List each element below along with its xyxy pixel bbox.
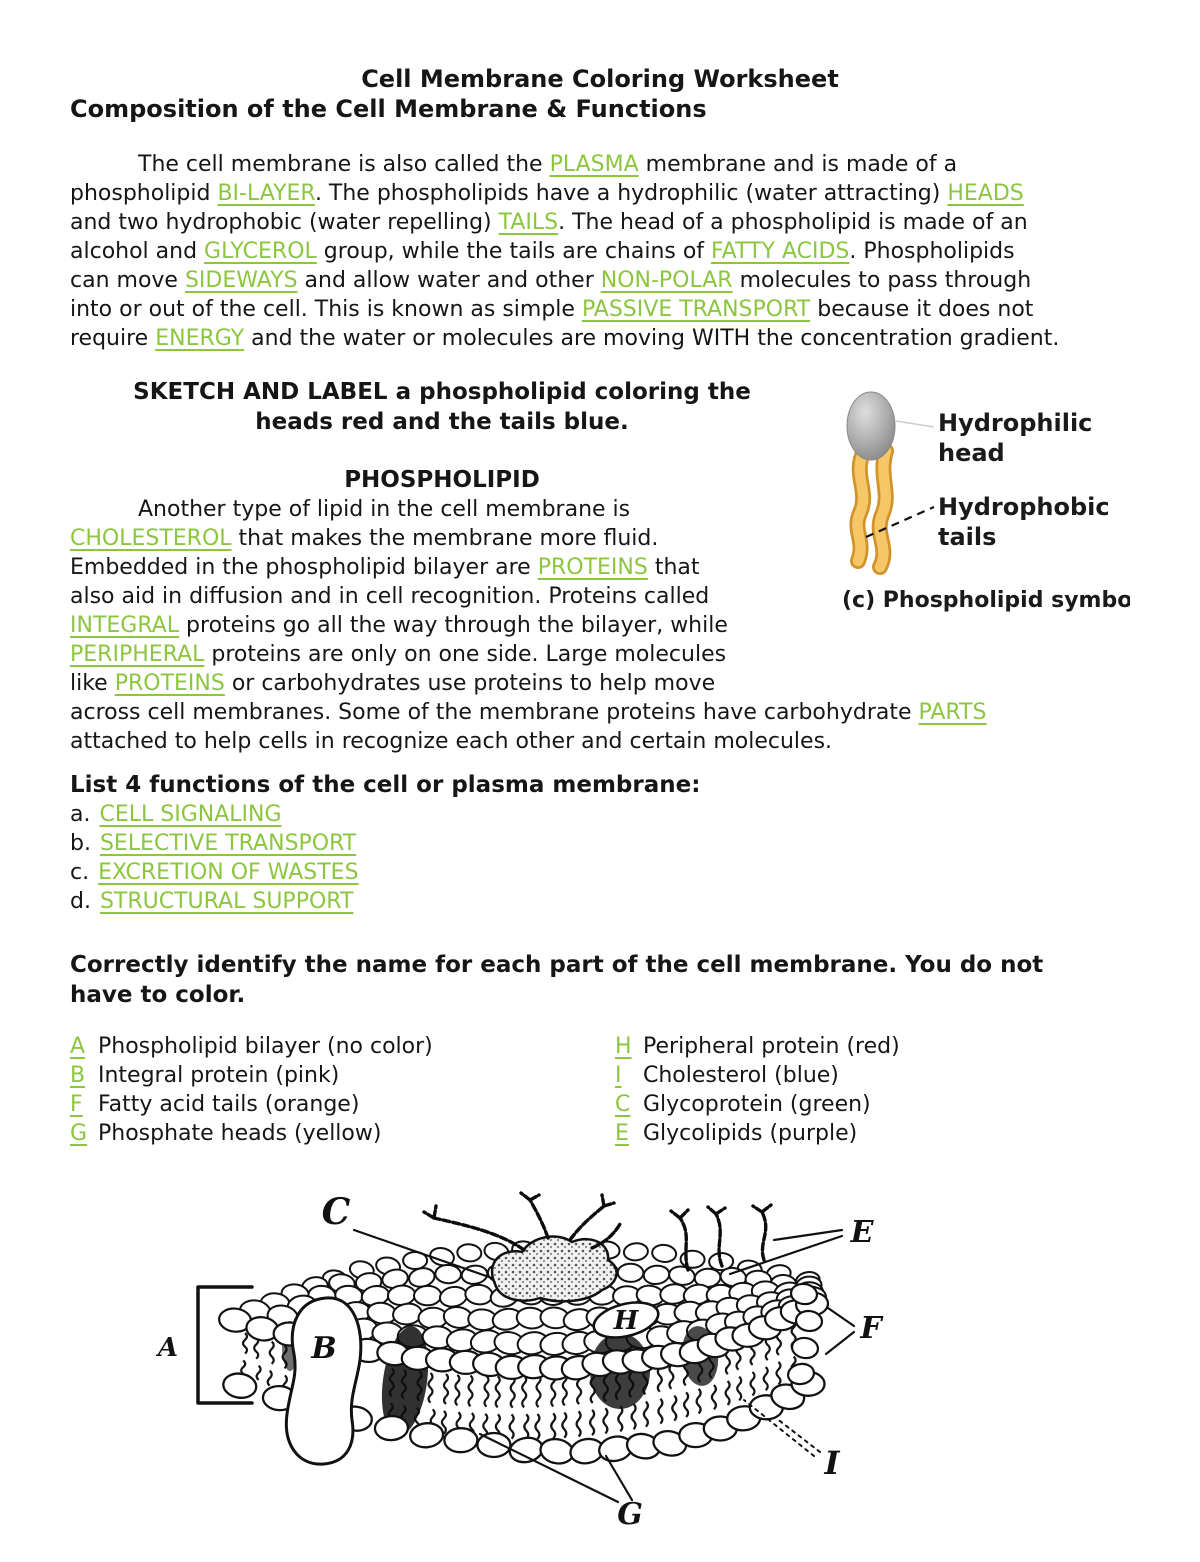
- text-segment: and allow water and other: [297, 268, 601, 293]
- text-segment: attached to help cells in recognize each other and certain molecules.: [70, 729, 833, 754]
- identify-label: Glycoprotein (green): [643, 1092, 871, 1117]
- text-segment: because it does not: [810, 297, 1034, 322]
- answer-text: SIDEWAYS: [184, 268, 298, 293]
- phospholipid-symbol-image: [828, 379, 1130, 631]
- diagram-label-a: A: [157, 1333, 179, 1363]
- text-segment: Another type of lipid in the cell membrane is: [138, 497, 631, 522]
- tail-fill-right: [880, 451, 886, 567]
- hydrophilic-head-label-line1: Hydrophilic: [938, 409, 1093, 437]
- text-segment: molecules to pass through: [732, 268, 1032, 293]
- identify-column-right: [615, 1032, 1130, 1148]
- membrane-diagram-figure: [140, 1186, 1130, 1562]
- lipid-tail: [658, 1399, 662, 1424]
- phosphate-head: [618, 1263, 644, 1282]
- identify-row: [70, 1061, 615, 1090]
- lipid-tail: [618, 1406, 622, 1431]
- text-segment: membrane and is made of a: [638, 152, 958, 177]
- phosphate-head: [680, 1251, 704, 1268]
- text-segment: that: [647, 555, 700, 580]
- answer-text: ENERGY: [155, 326, 245, 351]
- lipid-tail: [551, 1413, 555, 1438]
- text-segment: and the water or molecules are moving WITH the concentration gradient.: [244, 326, 1060, 351]
- lipid-tail: [672, 1396, 676, 1421]
- answer-text: STRUCTURAL SUPPORT: [99, 889, 354, 914]
- text-segment: across cell membranes. Some of the membrane proteins have carbohydrate: [70, 700, 919, 725]
- diagram-label-e: E: [850, 1215, 874, 1250]
- function-item: [70, 800, 1130, 829]
- lipid-tail: [455, 1375, 459, 1405]
- answer-text: SELECTIVE TRANSPORT: [99, 831, 357, 856]
- item-prefix: d.: [70, 889, 91, 914]
- phospholipid-section: [70, 377, 1130, 756]
- answer-letter: E: [615, 1121, 629, 1146]
- fatty-acid-leader-lines: [826, 1308, 854, 1354]
- text-segment: also aid in diffusion and in cell recognition. Proteins called: [70, 584, 710, 609]
- function-item: [70, 858, 1130, 887]
- diagram-label-h: H: [613, 1306, 639, 1336]
- answer-text: BI-LAYER: [217, 181, 315, 206]
- text-segment: proteins go all the way through the bilayer, while: [179, 613, 728, 638]
- lipid-tail: [577, 1411, 581, 1436]
- item-prefix: c.: [70, 860, 90, 885]
- lipid-tail: [777, 1362, 781, 1385]
- answer-text: CHOLESTEROL: [70, 526, 232, 551]
- lipid-tail: [537, 1375, 541, 1407]
- identify-row: [70, 1090, 615, 1119]
- lipid-tail: [510, 1414, 514, 1438]
- function-item: [70, 887, 1130, 916]
- phosphate-head: [643, 1264, 670, 1285]
- phosphate-head: [438, 1285, 468, 1309]
- answer-letter: G: [70, 1121, 88, 1146]
- lipid-tail: [632, 1404, 636, 1429]
- identify-label: Cholesterol (blue): [643, 1063, 839, 1088]
- phosphate-head: [392, 1302, 423, 1326]
- lipid-tail: [268, 1371, 272, 1386]
- answer-text: PERIPHERAL: [70, 642, 205, 667]
- lipid-tail: [524, 1414, 528, 1439]
- functions-heading: List 4 functions of the cell or plasma membrane:: [70, 772, 701, 798]
- head-leader-line: [896, 421, 934, 427]
- phosphate-head: [791, 1336, 820, 1359]
- phosphate-head: [651, 1244, 677, 1263]
- text-segment: . The head of a phospholipid is made of an: [558, 210, 1028, 235]
- lipid-tail: [496, 1376, 500, 1407]
- hydrophobic-tails-label-line2: tails: [938, 523, 997, 551]
- lipid-tail: [603, 1408, 607, 1433]
- identify-row: [615, 1119, 1130, 1148]
- text-segment: proteins are only on one side. Large molecules: [204, 642, 727, 667]
- page-title: Cell Membrane Coloring Worksheet: [361, 65, 839, 93]
- text-segment: require: [70, 326, 156, 351]
- text-segment: like: [70, 671, 115, 696]
- answer-letter: B: [70, 1063, 86, 1088]
- lipid-tail: [737, 1377, 741, 1401]
- diagram-label-b: B: [311, 1331, 337, 1366]
- text-segment: Embedded in the phospholipid bilayer are: [70, 555, 538, 580]
- text-segment: . Phospholipids: [849, 239, 1015, 264]
- answer-text: FATTY ACIDS: [711, 239, 850, 264]
- answer-text: PARTS: [918, 700, 987, 725]
- diagram-label-i: I: [824, 1444, 840, 1482]
- membrane-diagram: [140, 1186, 900, 1554]
- lipid-tail: [562, 1413, 566, 1438]
- answer-text: INTEGRAL: [70, 613, 180, 638]
- text-segment: into or out of the cell. This is known as simple: [70, 297, 582, 322]
- phosphate-head: [435, 1264, 462, 1284]
- hydrophobic-tails-drawing: [857, 451, 886, 567]
- identify-heading: Correctly identify the name for each part of the cell membrane. You do not have to color.: [70, 952, 1044, 1008]
- answer-letter: C: [615, 1092, 631, 1117]
- answer-text: HEADS: [947, 181, 1024, 206]
- functions-list: [70, 800, 1130, 916]
- hydrophilic-head-drawing: [847, 392, 895, 460]
- figure-caption: (c) Phospholipid symbol: [842, 588, 1130, 613]
- diagram-label-g: G: [617, 1497, 643, 1532]
- answer-text: CELL SIGNALING: [99, 802, 282, 827]
- phosphate-head: [623, 1242, 649, 1261]
- lipid-tail: [511, 1376, 515, 1408]
- text-segment: and two hydrophobic (water repelling): [70, 210, 499, 235]
- glycolipid-chains: [671, 1205, 771, 1270]
- hydrophilic-head-label-line2: head: [938, 439, 1005, 467]
- lipid-tail: [243, 1333, 247, 1353]
- phosphate-head: [795, 1310, 823, 1332]
- phospholipid-symbol-figure: [828, 379, 1130, 639]
- answer-letter: I: [615, 1063, 622, 1088]
- item-prefix: b.: [70, 831, 91, 856]
- identify-list: [70, 1032, 1130, 1148]
- page-subtitle: Composition of the Cell Membrane & Functions: [70, 95, 707, 123]
- item-prefix: a.: [70, 802, 91, 827]
- lipid-tail: [535, 1414, 539, 1439]
- answer-text: PROTEINS: [114, 671, 225, 696]
- answer-text: PROTEINS: [537, 555, 648, 580]
- answer-text: PASSIVE TRANSPORT: [581, 297, 811, 322]
- lipid-tail: [590, 1410, 594, 1435]
- sketch-heading: SKETCH AND LABEL a phospholipid coloring the heads red and the tails blue.: [133, 379, 751, 435]
- answer-text: GLYCEROL: [204, 239, 317, 264]
- text-segment: that makes the membrane more fluid.: [231, 526, 659, 551]
- phosphate-head: [477, 1433, 510, 1457]
- lipid-tail: [684, 1392, 688, 1417]
- identify-label: Phospholipid bilayer (no color): [98, 1034, 433, 1059]
- function-item: [70, 829, 1130, 858]
- diagram-label-f: F: [860, 1311, 882, 1346]
- identify-row: [615, 1061, 1130, 1090]
- hydrophobic-tails-label-line1: Hydrophobic: [938, 493, 1110, 521]
- identify-label: Fatty acid tails (orange): [98, 1092, 360, 1117]
- identify-row: [70, 1032, 615, 1061]
- tail-fill-left: [857, 451, 864, 561]
- integral-protein-shape: [286, 1298, 360, 1464]
- identify-label: Peripheral protein (red): [643, 1034, 900, 1059]
- phosphate-head: [222, 1372, 258, 1400]
- identify-row: [70, 1119, 615, 1148]
- lipid-tail: [241, 1361, 245, 1374]
- answer-text: EXCRETION OF WASTES: [98, 860, 359, 885]
- lipid-tail: [522, 1376, 526, 1408]
- lipid-tail: [726, 1381, 730, 1405]
- identify-column-left: [70, 1032, 615, 1148]
- answer-text: NON-POLAR: [600, 268, 733, 293]
- lipid-tail: [697, 1389, 701, 1414]
- identify-row: [615, 1090, 1130, 1119]
- phosphate-head: [444, 1428, 477, 1453]
- phosphate-head: [409, 1422, 444, 1449]
- identify-label: Phosphate heads (yellow): [98, 1121, 382, 1146]
- identify-row: [615, 1032, 1130, 1061]
- text-segment: alcohol and: [70, 239, 205, 264]
- answer-text: TAILS: [498, 210, 559, 235]
- lipid-tail: [712, 1385, 716, 1409]
- text-segment: The cell membrane is also called the: [138, 152, 550, 177]
- answer-letter: F: [70, 1092, 83, 1117]
- lipid-tail: [764, 1367, 768, 1390]
- answer-text: PLASMA: [549, 152, 639, 177]
- lipid-tail: [270, 1342, 274, 1364]
- lipid-tail: [751, 1372, 755, 1395]
- phospholipid-heading: PHOSPHOLIPID: [344, 467, 540, 493]
- answer-letter: H: [615, 1034, 632, 1059]
- phosphate-head: [465, 1284, 494, 1306]
- answer-letter: A: [70, 1034, 86, 1059]
- identify-label: Glycolipids (purple): [643, 1121, 858, 1146]
- diagram-label-c: C: [321, 1191, 351, 1233]
- phosphate-head: [457, 1243, 482, 1262]
- lipid-tail: [444, 1374, 448, 1404]
- phosphate-head: [414, 1286, 442, 1306]
- text-segment: or carbohydrates use proteins to help move: [224, 671, 716, 696]
- lipid-tail: [257, 1366, 261, 1380]
- identify-label: Integral protein (pink): [98, 1063, 340, 1088]
- text-segment: group, while the tails are chains of: [316, 239, 712, 264]
- lipid-tail: [644, 1402, 648, 1427]
- lipid-tail: [485, 1376, 489, 1407]
- text-segment: phospholipid: [70, 181, 218, 206]
- lipid-tail: [469, 1376, 473, 1407]
- intro-paragraph: [70, 150, 1130, 353]
- text-segment: can move: [70, 268, 185, 293]
- phosphate-head: [374, 1415, 408, 1441]
- text-segment: . The phospholipids have a hydrophilic (water attracting): [314, 181, 948, 206]
- lipid-tail: [429, 1373, 433, 1403]
